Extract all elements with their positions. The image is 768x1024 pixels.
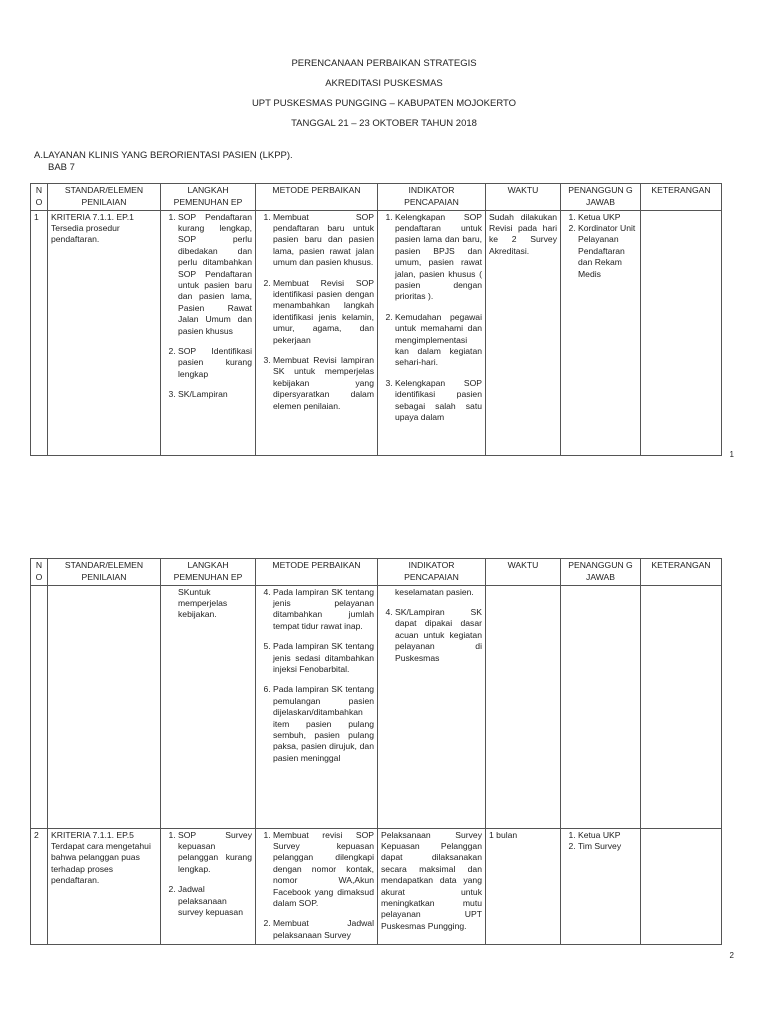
langkah-continued: SKuntuk memperjelas kebijakan. — [178, 586, 228, 620]
page-number-2: 2 — [729, 951, 734, 960]
list-item: 1. Ketua UKP — [578, 830, 637, 841]
section-title: A.LAYANAN KLINIS YANG BERORIENTASI PASIEN (LKPP). — [34, 150, 293, 161]
cell-no: 2 — [31, 828, 48, 944]
cell-keterangan — [641, 828, 722, 944]
cell-langkah — [161, 585, 256, 828]
title-line-2: AKREDITASI PUSKESMAS — [325, 78, 443, 89]
col-waktu: WAKTU — [486, 559, 561, 586]
cell-standar — [48, 585, 161, 828]
list-item: 1. Ketua UKP — [578, 212, 637, 223]
indikator-continued: keselamatan pasien. — [395, 586, 474, 597]
plan-table-page-2 — [30, 558, 722, 945]
list-item: 1. SOP Pendaftaran kurang lengkap, SOP perlu dibedakan dan perlu ditambahkan SOP Pendaftaran untuk pasien baru dan pasien lama, Pasien Rawat Jalan Umum dan pasien khusus — [178, 212, 252, 337]
cell-indikator: Pelaksanaan Survey Kepuasan Pelanggan dapat dilaksanakan secara maksimal dan mendapatkan data yang akurat untuk meningkatkan mutu pelayanan UPT Puskesmas Pungging. — [378, 828, 486, 944]
title-line-4: TANGGAL 21 – 23 OKTOBER TAHUN 2018 — [291, 118, 477, 129]
cell-langkah — [161, 210, 256, 455]
title-line-3: UPT PUSKESMAS PUNGGING – KABUPATEN MOJOKERTO — [251, 98, 517, 109]
list-item: 1. Kelengkapan SOP pendaftaran untuk pasien lama dan baru, pasien BPJS dan umum, pasien rawat jalan, pasien khusus ( pasien dengan prioritas ). — [395, 212, 482, 303]
list-item: 2. SOP Identifikasi pasien kurang lengkap — [178, 346, 252, 380]
table-header-row — [31, 184, 722, 211]
col-langkah: LANGKAH PEMENUHAN EP — [161, 559, 256, 586]
list-item: 2. Kordinator Unit Pelayanan Pendaftaran dan Rekam Medis — [578, 223, 637, 280]
cell-metode — [256, 210, 378, 455]
list-item: 3. Kelengkapan SOP identifikasi pasien sebagai salah satu upaya dalam — [395, 378, 482, 424]
cell-no: 1 — [31, 210, 48, 455]
cell-langkah — [161, 828, 256, 944]
list-item: 2. Jadwal pelaksanaan survey kepuasan — [178, 884, 252, 918]
col-keterangan: KETERANGAN — [641, 184, 722, 211]
cell-penanggung-jawab — [561, 210, 641, 455]
col-indikator: INDIKATOR PENCAPAIAN — [378, 184, 486, 211]
col-standar: STANDAR/ELEMEN PENILAIAN — [48, 559, 161, 586]
title-line-1: PERENCANAAN PERBAIKAN STRATEGIS — [291, 58, 477, 69]
bab-label: BAB 7 — [48, 161, 75, 173]
document-title — [0, 54, 768, 134]
table-row-continued — [31, 585, 722, 828]
section-heading — [34, 150, 293, 173]
plan-table-page-1 — [30, 183, 722, 456]
page-number-1: 1 — [729, 450, 734, 459]
col-metode: METODE PERBAIKAN — [256, 559, 378, 586]
col-langkah: LANGKAH PEMENUHAN EP — [161, 184, 256, 211]
cell-metode — [256, 585, 378, 828]
col-penanggung-jawab: PENANGGUN G JAWAB — [561, 559, 641, 586]
cell-keterangan — [641, 210, 722, 455]
list-item: 2. Tim Survey — [578, 841, 637, 852]
cell-indikator — [378, 585, 486, 828]
cell-standar: KRITERIA 7.1.1. EP.1 Tersedia prosedur pendaftaran. — [48, 210, 161, 455]
col-no: N O — [31, 184, 48, 211]
cell-indikator — [378, 210, 486, 455]
cell-penanggung-jawab — [561, 828, 641, 944]
list-item: 3. SK/Lampiran — [178, 389, 252, 400]
list-item: 3. Membuat Revisi lampiran SK untuk memperjelas kebijakan yang dipersyaratkan dalam elemen penilaian. — [273, 355, 374, 412]
list-item: 4. SK/Lampiran SK dapat dipakai dasar acuan untuk kegiatan pelayanan di Puskesmas — [395, 607, 482, 664]
table-header-row — [31, 559, 722, 586]
cell-waktu: 1 bulan — [486, 828, 561, 944]
list-item: 5. Pada lampiran SK tentang jenis sedasi ditambahkan injeksi Fenobarbital. — [273, 641, 374, 675]
list-item: 6. Pada lampiran SK tentang pemulangan pasien dijelaskan/ditambahkan item pasien pulang sembuh, pasien pulang paksa, pasien dirujuk, dan pasien meninggal — [273, 684, 374, 764]
col-indikator: INDIKATOR PENCAPAIAN — [378, 559, 486, 586]
cell-no — [31, 585, 48, 828]
list-item: 1. Membuat SOP pendaftaran baru untuk pasien baru dan pasien lama, pasien rawat jalan umum dan pasien khusus. — [273, 212, 374, 269]
cell-penanggung-jawab — [561, 585, 641, 828]
list-item: 1. SOP Survey kepuasan pelanggan kurang lengkap. — [178, 830, 252, 876]
cell-standar: KRITERIA 7.1.1. EP.5 Terdapat cara mengetahui bahwa pelanggan puas terhadap proses pendaftaran. — [48, 828, 161, 944]
col-keterangan: KETERANGAN — [641, 559, 722, 586]
list-item: 2. Membuat Revisi SOP identifikasi pasien dengan menambahkan langkah identifikasi jenis kelamin, umur, agama, dan pekerjaan — [273, 278, 374, 346]
list-item: 2. Membuat Jadwal pelaksanaan Survey — [273, 918, 374, 941]
cell-waktu — [486, 585, 561, 828]
cell-keterangan — [641, 585, 722, 828]
col-no: N O — [31, 559, 48, 586]
col-waktu: WAKTU — [486, 184, 561, 211]
table-row — [31, 210, 722, 455]
cell-metode — [256, 828, 378, 944]
col-penanggung-jawab: PENANGGUN G JAWAB — [561, 184, 641, 211]
cell-waktu: Sudah dilakukan Revisi pada hari ke 2 Survey Akreditasi. — [486, 210, 561, 455]
col-metode: METODE PERBAIKAN — [256, 184, 378, 211]
col-standar: STANDAR/ELEMEN PENILAIAN — [48, 184, 161, 211]
list-item: 2. Kemudahan pegawai untuk memahami dan mengimplementasi kan dalam kegiatan sehari-hari. — [395, 312, 482, 369]
list-item: 4. Pada lampiran SK tentang jenis pelayanan ditambahkan jumlah tempat tidur rawat inap. — [273, 587, 374, 633]
list-item: 1. Membuat revisi SOP Survey kepuasan pelanggan dilengkapi dengan nomor kontak, nomor WA,Akun Facebook yang dimaksud dalam SOP. — [273, 830, 374, 910]
table-row — [31, 828, 722, 944]
